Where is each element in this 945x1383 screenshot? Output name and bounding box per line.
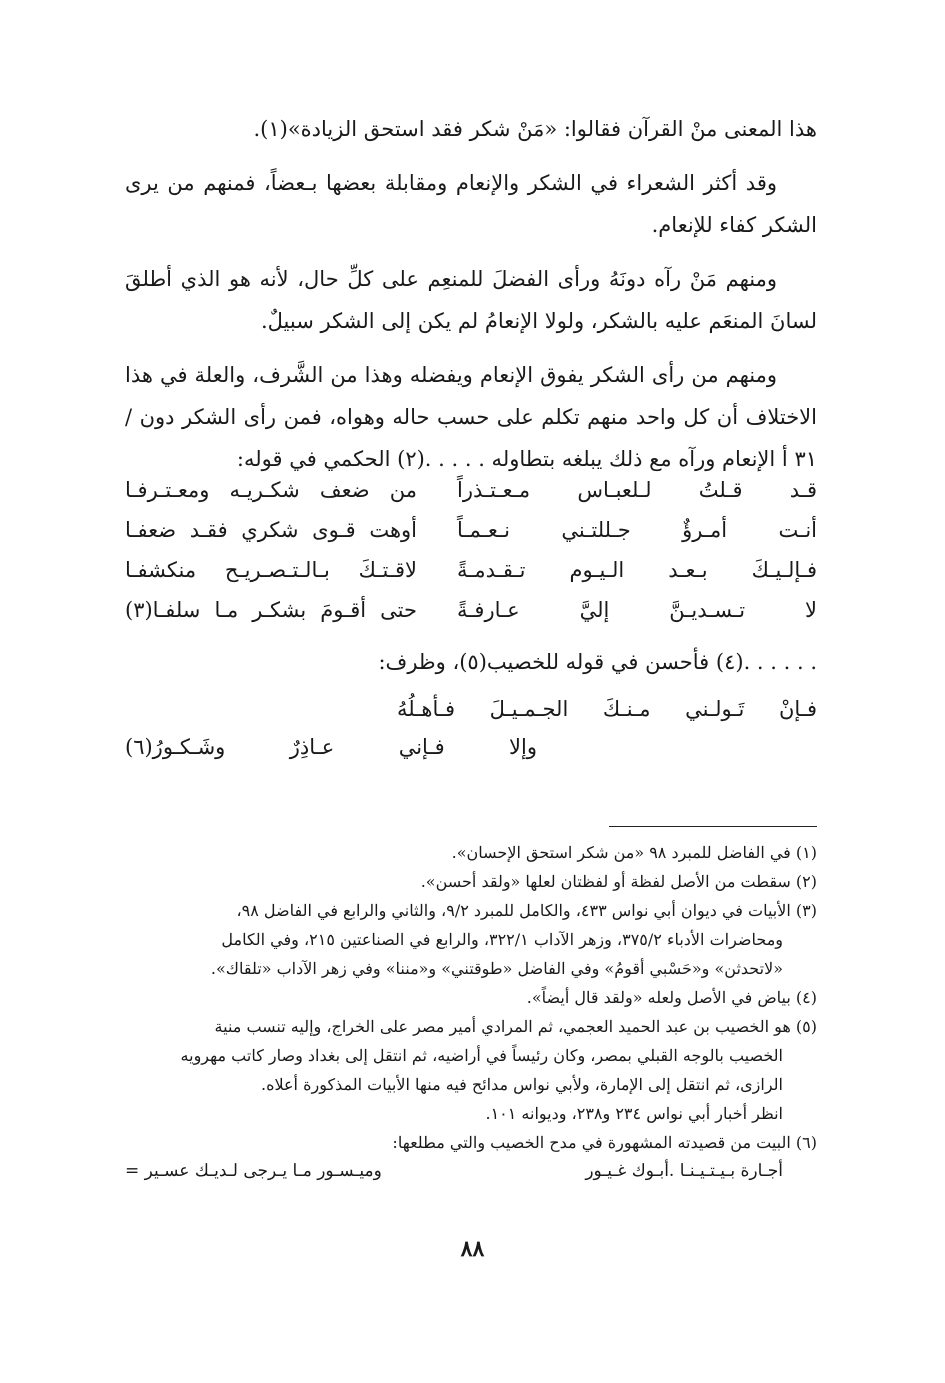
footnote-5 (125, 1012, 817, 1128)
footnote-5-line: الرازى، ثم انتقل إلى الإمارة، ولأبي نواس مدائح فيه منها الأبيات المذكورة أعلاه. (260, 1075, 783, 1094)
verse-first-hemistich: لا تـسـديـنَّ إليَّ عـارفـةً (457, 598, 817, 622)
after-poem-line: . . . . . .(٤) فأحسن في قوله للخصيب(٥)، وظرف: (378, 650, 817, 674)
main-text (125, 108, 817, 492)
verse-second-hemistich: حتى أقـومَ بشكـر مـا سلفـا(٣) (125, 598, 417, 622)
footnote-6: (٦) البيت من قصيدته المشهورة في مدح الخصيب والتي مطلعها: (392, 1133, 817, 1152)
verse-second-hemistich: لاقـتـكَ بـالـتـصـريـح منكشفـا (125, 558, 417, 582)
footnote-4: (٤) بياض في الأصل ولعله «ولقد قال أيضاً». (526, 988, 817, 1007)
footnote-6-verse (125, 1157, 817, 1186)
poem-verse (125, 510, 817, 550)
footnote-5-line: انظر أخبار أبي نواس ٢٣٤ و٢٣٨، وديوانه ١٠١. (485, 1104, 783, 1123)
verse-word: فـإني (398, 735, 445, 759)
footnote-verse-first: أجـارة بـيـتـيـنـا .أبـوك غـيـور (585, 1161, 783, 1181)
footnote-3-line: (٣) الأبيات في ديوان أبي نواس ٤٣٣، والكامل للمبرد ٩/٢، والثاني والرابع في الفاضل ٩٨، (236, 901, 817, 920)
verse-second-hemistich: أوهت قـوى شكري فقـد ضعفـا (125, 518, 417, 542)
verse-first-hemistich: فـإلـيـكَ بـعـد الـيـوم تـقـدمـةً (457, 558, 817, 582)
verse-second-hemistich: من ضعف شكـريـه ومعـتـرفـا (125, 478, 417, 502)
footnote-2: (٢) سقطت من الأصل لفظة أو لفظتان لعلها «ولقد أحسن». (420, 872, 817, 891)
second-verse (125, 690, 817, 766)
poem-verse (125, 590, 817, 630)
footnote-5-line: (٥) هو الخصيب بن عبد الحميد العجمي، ثم المرادي أمير مصر على الخراج، وإليه تنسب منية (214, 1017, 817, 1036)
verse-word: عـاذِرٌ (289, 735, 335, 759)
footnote-3 (125, 896, 817, 983)
footnote-1: (١) في الفاضل للمبرد ٩٨ «من شكر استحق الإحسان». (451, 843, 817, 862)
paragraph-3: ومنهم مَنْ رآه دونَهُ ورأى الفضلَ للمنعِم على كلِّ حال، لأنه هو الذي أطلقَ لسانَ المنعَم عليه بالشكر، ولولا الإنعامُ لم يكن إلى الشكر سبيلٌ. (125, 267, 817, 333)
poem-verse (125, 550, 817, 590)
verse-first-hemistich: قـد قـلتُ لـلعبـاس مـعـتـذراً (457, 478, 817, 502)
paragraph-4: ومنهم من رأى الشكر يفوق الإنعام ويفضله وهذا من الشَّرف، والعلة في هذا الاختلاف أن كل واحد منهم تكلم على حسب حاله وهواه، فمن رأى الشكر دون /٣١ أ الإنعام ورآه مع ذلك يبلغه بتطاوله . . . . .(٢) الحكمي في قوله: (125, 363, 817, 471)
verse-word: وإلا (509, 735, 537, 759)
footnote-separator (609, 826, 817, 827)
paragraph-2: وقد أكثر الشعراء في الشكر والإنعام ومقابلة بعضها بـعضاً، فمنهم من يرى الشكر كفاء للإنعام. (125, 171, 817, 237)
footnote-5-line: الخصيب بالوجه القبلي بمصر، وكان رئيساً في أراضيه، ثم انتقل إلى بغداد وصار كاتب مهرويه (180, 1046, 783, 1065)
page-number: ٨٨ (460, 1236, 485, 1262)
second-verse-second-hemistich (125, 728, 817, 766)
footnote-3-line: ومحاضرات الأدباء ٣٧٥/٢، وزهر الآداب ٣٢٢/١، والرابع في الصناعتين ٢١٥، وفي الكامل (221, 930, 783, 949)
second-verse-first-hemistich: فـإنْ تَـولـني مـنـكَ الجـمـيـلَ فـأهـلُهُ (397, 697, 817, 721)
footnote-verse-second: وميـسـور مـا يـرجى لـديـك عسـير = (125, 1161, 382, 1181)
paragraph-1: هذا المعنى منْ القرآن فقالوا: «مَنْ شكر فقد استحق الزيادة»(١). (253, 117, 817, 141)
verse-word: وشَـكـورُ(٦) (125, 735, 226, 759)
verse-first-hemistich: أنـت أمـرؤٌ جـللتـني نـعـمـاً (457, 518, 817, 542)
poem-verse (125, 470, 817, 510)
footnote-3-line: «لاتحدثن» و«حَسْبي أقومُ» وفي الفاضل «طوقتني» و«مننا» وفي زهر الآداب «تلقاك». (210, 959, 783, 978)
poem-block (125, 470, 817, 630)
footnotes (125, 838, 817, 1186)
